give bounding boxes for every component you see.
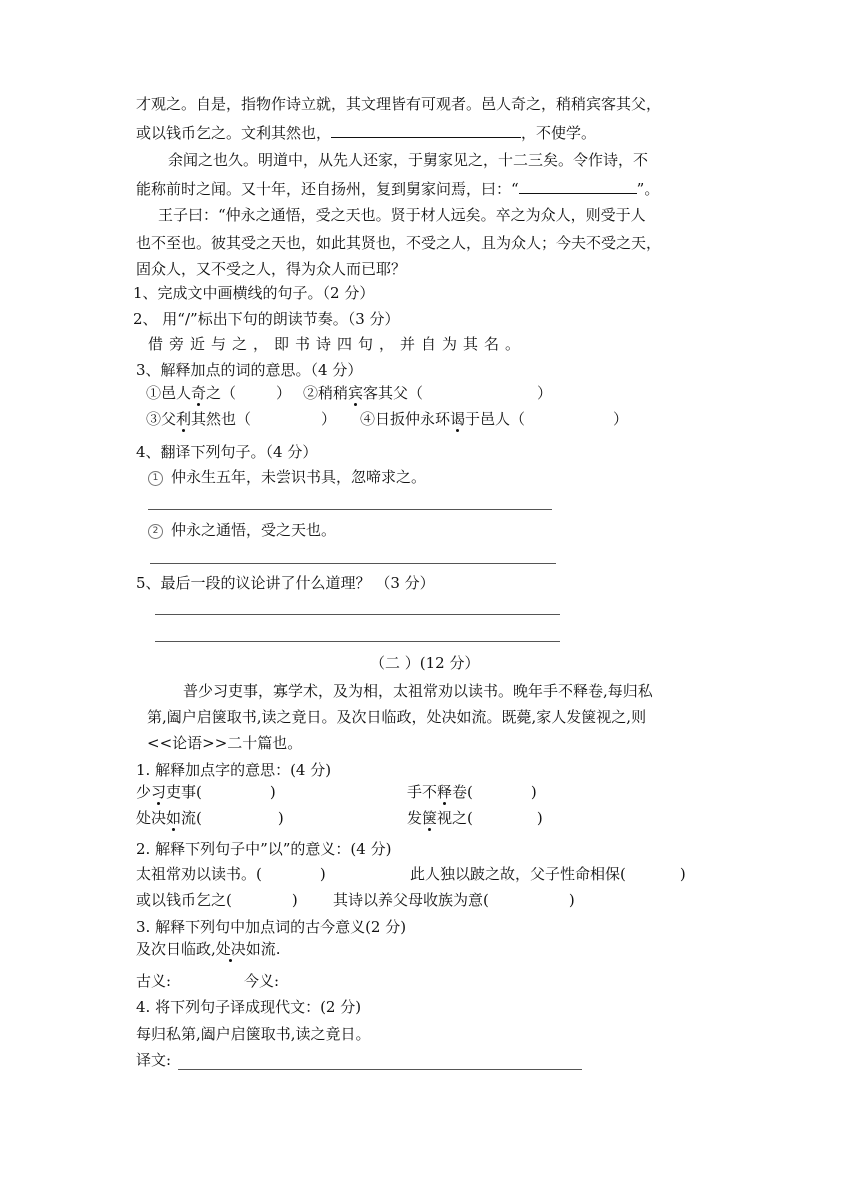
item-text: 如流. xyxy=(245,940,281,958)
part2-question-2: 2. 解释下列句子中”以”的意义：(4 分) xyxy=(136,840,392,858)
item-text: ) xyxy=(277,809,284,827)
passage-line-3: <<论语>>二十篇也。 xyxy=(147,734,303,752)
dotted-word: 谒 xyxy=(450,410,466,428)
p2-q1-item-4 xyxy=(407,808,543,828)
part2-question-1: 1. 解释加点字的意思：(4 分) xyxy=(136,761,332,779)
item-text: 其诗以养父母收族为意( xyxy=(333,891,489,909)
question-1: 1、完成文中画横线的句子。（2 分） xyxy=(133,284,375,302)
answer-line[interactable] xyxy=(150,563,556,564)
p2-q1-item-1 xyxy=(136,782,276,802)
question-2-sentence: 借旁近与之，即书诗四句，并自为其名。 xyxy=(148,335,527,353)
circled-number: 2 xyxy=(148,524,163,539)
para3-line2: 也不至也。彼其受之天也，如此其贤也，不受之人，且为众人；今夫不受之天， xyxy=(136,234,662,252)
q3-item-text: 客其父（ xyxy=(363,384,424,402)
p2-q1-item-3 xyxy=(136,808,284,828)
translation-label: 译文: xyxy=(136,1051,172,1069)
q3-item-2 xyxy=(303,383,552,403)
p2-q1-item-2 xyxy=(407,782,537,802)
para3-line3: 固众人，又不受之人，得为众人而已耶？ xyxy=(136,260,407,278)
item-text: 卷( xyxy=(452,783,473,801)
para2-line2-b: ”。 xyxy=(636,180,660,198)
p2-q3-sentence xyxy=(136,939,281,959)
question-4: 4、翻译下列句子。（4 分） xyxy=(136,443,318,461)
dotted-word: 释 xyxy=(437,783,453,801)
item-text: 发 xyxy=(407,809,423,827)
part2-question-3: 3. 解释下列句中加点词的古今意义(2 分) xyxy=(136,918,407,936)
q3-item-1 xyxy=(146,383,291,403)
item-text: 视之( xyxy=(437,809,473,827)
answer-line[interactable] xyxy=(148,509,552,510)
q3-item-4 xyxy=(360,409,628,429)
q4-item-text: 仲永生五年，未尝识书具，忽啼求之。 xyxy=(171,468,427,486)
item-text: 流( xyxy=(181,809,202,827)
item-text: 此人独以跛之故，父子性命相保( xyxy=(410,865,626,883)
p2-q2-item-3 xyxy=(136,890,298,910)
answer-line[interactable] xyxy=(178,1069,582,1070)
q3-item-text: 于邑人（ xyxy=(465,410,526,428)
answer-line[interactable] xyxy=(155,641,560,642)
item-text: 吏事( xyxy=(166,783,202,801)
q3-item-text: ） xyxy=(321,410,337,428)
passage-line-1: 普少习吏事，寡学术，及为相，太祖常劝以读书。晚年手不释卷,每归私 xyxy=(183,682,653,700)
item-text: 少 xyxy=(136,783,152,801)
q3-item-text: ④日扳仲永环 xyxy=(360,410,451,428)
item-text: ) xyxy=(530,783,537,801)
q3-item-text: 之（ xyxy=(206,384,237,402)
para2-line2-a: 能称前时之闻。又十年，还自扬州，复到舅家问焉，曰：“ xyxy=(136,180,519,198)
q4-item-1 xyxy=(148,467,426,487)
item-text: ) xyxy=(568,891,575,909)
item-text: ) xyxy=(291,891,298,909)
q3-item-text: ①邑人 xyxy=(146,384,192,402)
item-text: ) xyxy=(319,865,326,883)
para1-line2-a: 或以钱币乞之。文利其然也， xyxy=(136,124,332,142)
passage-line-2: 第,阖户启箧取书,读之竟日。及次日临政，处决如流。既薨,家人发箧视之,则 xyxy=(147,708,647,726)
para2-line2 xyxy=(136,178,659,199)
dotted-word: 利 xyxy=(176,410,192,428)
q3-item-text: 其然也（ xyxy=(191,410,252,428)
item-text: 及次日临政, xyxy=(136,940,216,958)
new-meaning-label: 今义: xyxy=(244,972,280,990)
dotted-word: 奇 xyxy=(191,384,207,402)
circled-number: 1 xyxy=(148,471,163,486)
question-2: 2、 用“/”标出下句的朗读节奏。（3 分） xyxy=(133,310,400,328)
q3-item-text: ） xyxy=(613,410,629,428)
dotted-word: 处决 xyxy=(215,940,246,958)
q3-item-text: ） xyxy=(276,384,292,402)
p2-q4-sentence: 每归私第,阖户启箧取书,读之竟日。 xyxy=(136,1025,371,1043)
q4-item-2 xyxy=(148,520,336,540)
q3-item-text: ②稍稍 xyxy=(303,384,349,402)
dotted-word: 箧 xyxy=(422,809,438,827)
section-heading: （二 ）(12 分） xyxy=(370,654,480,672)
answer-line[interactable] xyxy=(155,614,560,615)
answer-blank-2[interactable] xyxy=(519,178,637,194)
item-text: 或以钱币乞之( xyxy=(136,891,232,909)
old-meaning-label: 古义: xyxy=(136,972,172,990)
q3-item-3 xyxy=(146,409,336,429)
para1-line2 xyxy=(136,122,596,143)
part2-question-4: 4. 将下列句子译成现代文：(2 分) xyxy=(136,998,362,1016)
para1-line2-b: ，不使学。 xyxy=(521,124,597,142)
dotted-word: 宾 xyxy=(348,384,364,402)
p2-q2-item-2 xyxy=(410,864,686,884)
para2-line1: 余闻之也久。明道中，从先人还家，于舅家见之，十二三矣。令作诗，不 xyxy=(168,151,649,169)
item-text: 太祖常劝以读书。( xyxy=(136,865,262,883)
para1-line1: 才观之。自是，指物作诗立就，其文理皆有可观者。邑人奇之，稍稍宾客其父， xyxy=(136,95,662,113)
item-text: ) xyxy=(269,783,276,801)
q3-item-text: ③父 xyxy=(146,410,177,428)
p2-q2-item-4 xyxy=(333,890,575,910)
item-text: 手不 xyxy=(407,783,438,801)
q3-item-text: ） xyxy=(537,384,553,402)
question-5: 5、最后一段的议论讲了什么道理？ （3 分） xyxy=(136,574,435,592)
dotted-word: 习 xyxy=(151,783,167,801)
q4-item-text: 仲永之通悟，受之天也。 xyxy=(171,521,337,539)
answer-blank-1[interactable] xyxy=(331,122,521,138)
p2-q2-item-1 xyxy=(136,864,326,884)
item-text: 处决 xyxy=(136,809,167,827)
question-3: 3、解释加点的词的意思。（4 分） xyxy=(136,361,363,379)
para3-line1: 王子曰：“仲永之通悟，受之天也。贤于材人远矣。卒之为众人，则受于人 xyxy=(158,206,646,224)
item-text: ) xyxy=(536,809,543,827)
dotted-word: 如 xyxy=(166,809,182,827)
item-text: ) xyxy=(679,865,686,883)
